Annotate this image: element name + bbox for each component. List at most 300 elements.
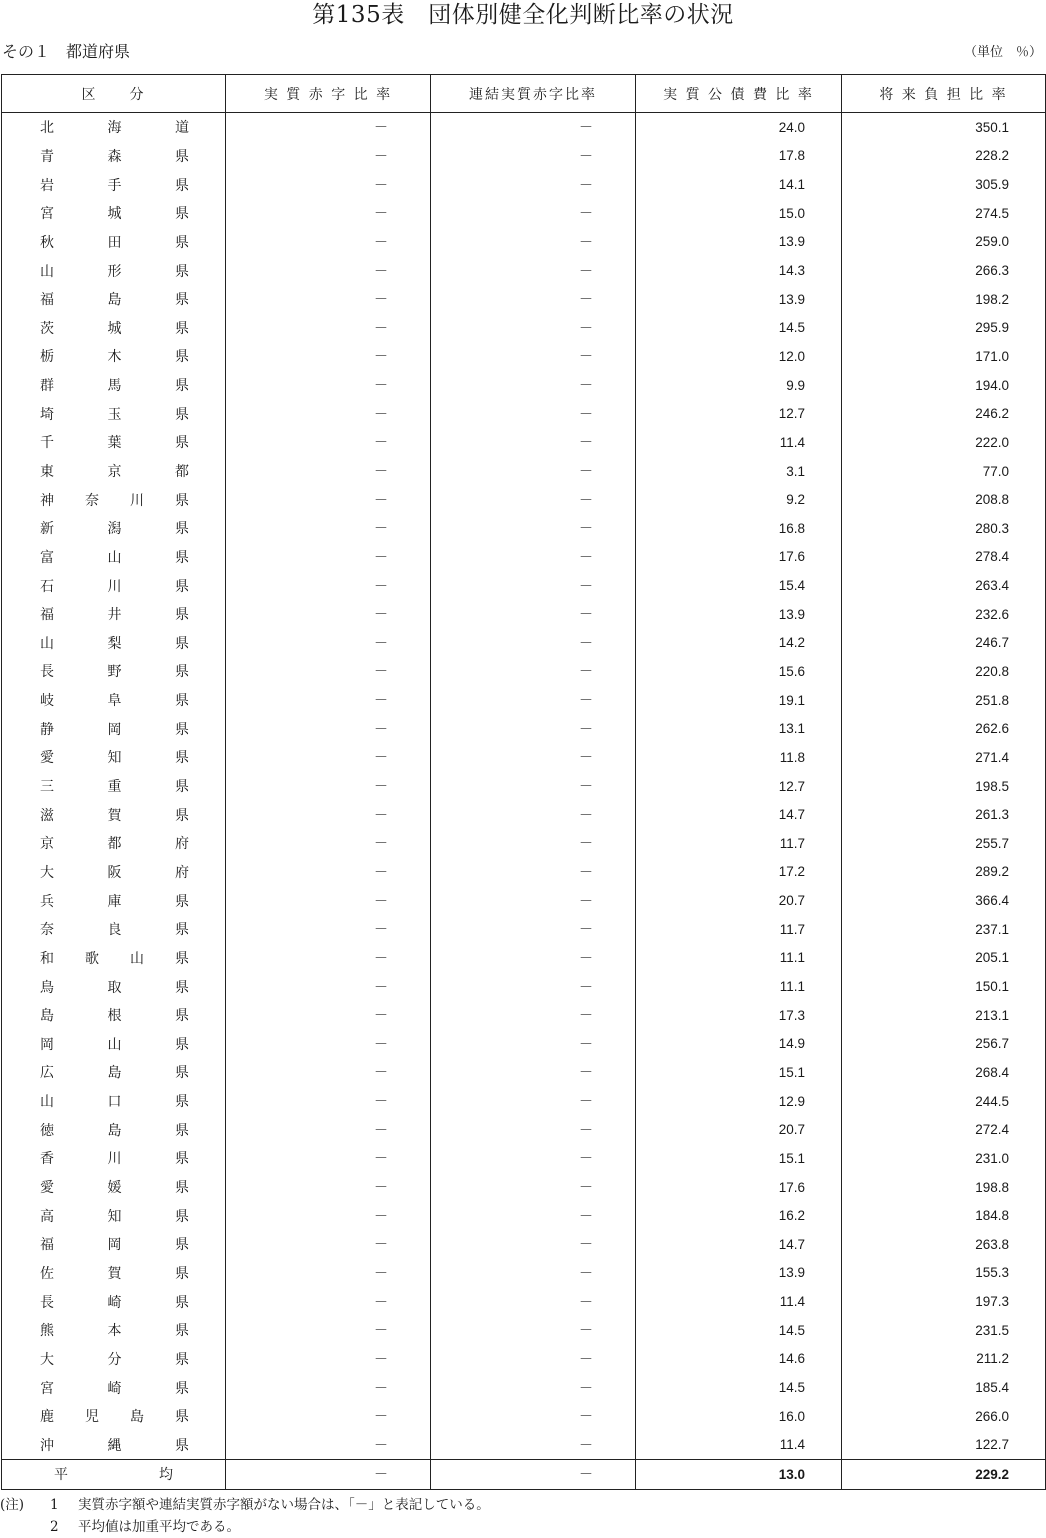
real-deficit-ratio-cell <box>226 170 431 199</box>
consolidated-deficit-ratio: － <box>579 922 593 939</box>
table-row <box>2 772 1046 801</box>
real-deficit-ratio-cell <box>226 1402 431 1431</box>
real-deficit-ratio-cell <box>226 829 431 858</box>
debt-service-ratio: 17.6 <box>636 1173 842 1202</box>
prefecture-name-cell <box>2 1259 226 1288</box>
table-row <box>2 113 1046 142</box>
consolidated-deficit-ratio: － <box>579 1065 593 1082</box>
prefecture-name: 福 井 県 <box>40 607 189 624</box>
future-burden-ratio: 229.2 <box>842 1460 1046 1490</box>
table-row <box>2 1373 1046 1402</box>
future-burden-ratio: 231.0 <box>842 1144 1046 1173</box>
real-deficit-ratio: － <box>374 1437 388 1454</box>
future-burden-ratio: 198.2 <box>842 285 1046 314</box>
table-row <box>2 1316 1046 1345</box>
table-row <box>2 457 1046 486</box>
consolidated-deficit-ratio: － <box>579 1036 593 1053</box>
real-deficit-ratio-cell <box>226 714 431 743</box>
table-row <box>2 1030 1046 1059</box>
real-deficit-ratio-cell <box>226 858 431 887</box>
consolidated-deficit-ratio: － <box>579 378 593 395</box>
debt-service-ratio: 20.7 <box>636 886 842 915</box>
prefecture-name: 東 京 都 <box>40 464 189 480</box>
consolidated-deficit-ratio: － <box>579 779 593 796</box>
consolidated-deficit-ratio: － <box>579 1351 593 1368</box>
real-deficit-ratio: － <box>374 320 388 337</box>
real-deficit-ratio-cell <box>226 371 431 400</box>
real-deficit-ratio: － <box>374 1151 388 1168</box>
prefecture-name: 滋 賀 県 <box>40 807 189 824</box>
table-row <box>2 342 1046 371</box>
consolidated-deficit-ratio-cell <box>431 944 636 973</box>
footnote-1 <box>0 1494 490 1516</box>
real-deficit-ratio-cell <box>226 514 431 543</box>
future-burden-ratio: 256.7 <box>842 1030 1046 1059</box>
consolidated-deficit-ratio-cell <box>431 829 636 858</box>
real-deficit-ratio-cell <box>226 800 431 829</box>
debt-service-ratio: 13.9 <box>636 600 842 629</box>
consolidated-deficit-ratio-cell <box>431 1201 636 1230</box>
table-row <box>2 800 1046 829</box>
real-deficit-ratio-cell <box>226 113 431 142</box>
real-deficit-ratio-cell <box>226 285 431 314</box>
prefecture-name: 福 島 県 <box>40 292 189 309</box>
table-row <box>2 629 1046 658</box>
real-deficit-ratio-cell <box>226 399 431 428</box>
consolidated-deficit-ratio-cell <box>431 1087 636 1116</box>
consolidated-deficit-ratio-cell <box>431 972 636 1001</box>
debt-service-ratio: 15.1 <box>636 1144 842 1173</box>
real-deficit-ratio: － <box>374 1122 388 1139</box>
prefecture-name-cell <box>2 514 226 543</box>
real-deficit-ratio-cell <box>226 485 431 514</box>
future-burden-ratio: 184.8 <box>842 1201 1046 1230</box>
prefecture-name-cell <box>2 686 226 715</box>
table-row <box>2 743 1046 772</box>
table-row <box>2 600 1046 629</box>
future-burden-ratio: 220.8 <box>842 657 1046 686</box>
table-row <box>2 858 1046 887</box>
prefecture-name: 宮 城 県 <box>40 206 189 223</box>
consolidated-deficit-ratio-cell <box>431 800 636 829</box>
debt-service-ratio: 13.1 <box>636 714 842 743</box>
prefecture-name: 大 分 県 <box>40 1351 189 1368</box>
footnotes <box>0 1494 490 1538</box>
future-burden-ratio: 244.5 <box>842 1087 1046 1116</box>
consolidated-deficit-ratio: － <box>579 1409 593 1426</box>
debt-service-ratio: 14.2 <box>636 629 842 658</box>
prefecture-name: 静 岡 県 <box>40 721 189 738</box>
debt-service-ratio: 15.1 <box>636 1058 842 1087</box>
prefecture-name-cell <box>2 1402 226 1431</box>
debt-service-ratio: 11.7 <box>636 915 842 944</box>
debt-service-ratio: 14.9 <box>636 1030 842 1059</box>
future-burden-ratio: 271.4 <box>842 743 1046 772</box>
table-row <box>2 714 1046 743</box>
debt-service-ratio: 9.2 <box>636 485 842 514</box>
debt-service-ratio: 15.4 <box>636 571 842 600</box>
table-row <box>2 1201 1046 1230</box>
table-row <box>2 228 1046 257</box>
prefecture-name-cell <box>2 199 226 228</box>
consolidated-deficit-ratio: － <box>579 807 593 824</box>
table-header <box>2 75 1046 113</box>
consolidated-deficit-ratio: － <box>579 320 593 337</box>
debt-service-ratio: 20.7 <box>636 1115 842 1144</box>
consolidated-deficit-ratio-cell <box>431 657 636 686</box>
consolidated-deficit-ratio-cell <box>431 1430 636 1459</box>
real-deficit-ratio-cell <box>226 1230 431 1259</box>
real-deficit-ratio-cell <box>226 772 431 801</box>
prefecture-name-cell <box>2 285 226 314</box>
table-row <box>2 313 1046 342</box>
table-row <box>2 285 1046 314</box>
debt-service-ratio: 12.7 <box>636 399 842 428</box>
consolidated-deficit-ratio-cell <box>431 915 636 944</box>
footnote-text: 平均値は加重平均である。 <box>78 1519 240 1535</box>
header-debt-service-ratio: 実 質 公 債 費 比 率 <box>636 75 842 113</box>
real-deficit-ratio: － <box>374 750 388 767</box>
future-burden-ratio: 213.1 <box>842 1001 1046 1030</box>
prefecture-name: 富 山 県 <box>40 549 189 566</box>
prefecture-name: 青 森 県 <box>40 148 189 165</box>
prefecture-name: 大 阪 府 <box>40 864 189 881</box>
consolidated-deficit-ratio-cell <box>431 371 636 400</box>
real-deficit-ratio-cell <box>226 142 431 171</box>
table-row <box>2 1144 1046 1173</box>
real-deficit-ratio-cell <box>226 1373 431 1402</box>
consolidated-deficit-ratio: － <box>579 893 593 910</box>
prefecture-name: 石 川 県 <box>40 578 189 595</box>
prefecture-name-cell <box>2 1345 226 1374</box>
prefecture-name: 佐 賀 県 <box>40 1265 189 1282</box>
consolidated-deficit-ratio: － <box>579 1380 593 1397</box>
real-deficit-ratio-cell <box>226 1001 431 1030</box>
table-row <box>2 142 1046 171</box>
consolidated-deficit-ratio: － <box>579 521 593 538</box>
future-burden-ratio: 262.6 <box>842 714 1046 743</box>
real-deficit-ratio-cell <box>226 342 431 371</box>
debt-service-ratio: 15.0 <box>636 199 842 228</box>
table-row <box>2 256 1046 285</box>
prefecture-name-cell <box>2 113 226 142</box>
consolidated-deficit-ratio-cell <box>431 113 636 142</box>
real-deficit-ratio-cell <box>226 313 431 342</box>
consolidated-deficit-ratio-cell <box>431 228 636 257</box>
consolidated-deficit-ratio: － <box>579 950 593 967</box>
real-deficit-ratio-cell <box>226 1430 431 1459</box>
debt-service-ratio: 17.6 <box>636 543 842 572</box>
prefecture-name-cell <box>2 571 226 600</box>
table-row <box>2 1058 1046 1087</box>
real-deficit-ratio: － <box>374 1008 388 1025</box>
prefecture-name-cell <box>2 944 226 973</box>
real-deficit-ratio: － <box>374 492 388 509</box>
real-deficit-ratio: － <box>374 721 388 738</box>
real-deficit-ratio-cell <box>226 1030 431 1059</box>
table-row <box>2 944 1046 973</box>
debt-service-ratio: 11.4 <box>636 428 842 457</box>
consolidated-deficit-ratio-cell <box>431 1402 636 1431</box>
table-body <box>2 113 1046 1490</box>
real-deficit-ratio-cell <box>226 543 431 572</box>
consolidated-deficit-ratio: － <box>579 1180 593 1197</box>
prefecture-name-cell <box>2 1144 226 1173</box>
real-deficit-ratio: － <box>374 664 388 681</box>
consolidated-deficit-ratio-cell <box>431 743 636 772</box>
consolidated-deficit-ratio: － <box>579 750 593 767</box>
real-deficit-ratio: － <box>374 1409 388 1426</box>
consolidated-deficit-ratio: － <box>579 1265 593 1282</box>
header-category: 区 分 <box>2 75 226 113</box>
prefecture-name: 島 根 県 <box>40 1008 189 1025</box>
unit-label: （単位 ％） <box>963 45 1042 60</box>
real-deficit-ratio: － <box>374 1036 388 1053</box>
consolidated-deficit-ratio-cell <box>431 858 636 887</box>
future-burden-ratio: 171.0 <box>842 342 1046 371</box>
prefecture-name: 長 崎 県 <box>40 1294 189 1311</box>
real-deficit-ratio-cell <box>226 199 431 228</box>
real-deficit-ratio: － <box>374 836 388 853</box>
consolidated-deficit-ratio: － <box>579 549 593 566</box>
consolidated-deficit-ratio-cell <box>431 428 636 457</box>
real-deficit-ratio: － <box>374 607 388 624</box>
real-deficit-ratio-cell <box>226 1058 431 1087</box>
consolidated-deficit-ratio-cell <box>431 170 636 199</box>
prefecture-name: 鳥 取 県 <box>40 979 189 996</box>
prefecture-name-cell <box>2 485 226 514</box>
debt-service-ratio: 11.1 <box>636 972 842 1001</box>
ratio-table <box>1 74 1046 1490</box>
prefecture-name-cell <box>2 1230 226 1259</box>
consolidated-deficit-ratio: － <box>579 1294 593 1311</box>
table-row <box>2 1287 1046 1316</box>
debt-service-ratio: 19.1 <box>636 686 842 715</box>
debt-service-ratio: 16.2 <box>636 1201 842 1230</box>
table-row <box>2 571 1046 600</box>
consolidated-deficit-ratio-cell <box>431 1030 636 1059</box>
consolidated-deficit-ratio: － <box>579 435 593 452</box>
consolidated-deficit-ratio-cell <box>431 399 636 428</box>
debt-service-ratio: 14.1 <box>636 170 842 199</box>
table-row <box>2 399 1046 428</box>
prefecture-name-cell <box>2 342 226 371</box>
real-deficit-ratio: － <box>374 1208 388 1225</box>
prefecture-name: 山 形 県 <box>40 263 189 280</box>
consolidated-deficit-ratio: － <box>579 406 593 423</box>
table-row <box>2 1259 1046 1288</box>
consolidated-deficit-ratio: － <box>579 1237 593 1254</box>
table-row <box>2 657 1046 686</box>
future-burden-ratio: 272.4 <box>842 1115 1046 1144</box>
prefecture-name: 宮 崎 県 <box>40 1380 189 1397</box>
real-deficit-ratio-cell <box>226 944 431 973</box>
consolidated-deficit-ratio: － <box>579 1094 593 1111</box>
consolidated-deficit-ratio-cell <box>431 457 636 486</box>
real-deficit-ratio: － <box>374 1065 388 1082</box>
consolidated-deficit-ratio-cell <box>431 285 636 314</box>
prefecture-name-cell <box>2 1001 226 1030</box>
future-burden-ratio: 251.8 <box>842 686 1046 715</box>
table-row <box>2 485 1046 514</box>
consolidated-deficit-ratio-cell <box>431 485 636 514</box>
real-deficit-ratio: － <box>374 950 388 967</box>
future-burden-ratio: 263.8 <box>842 1230 1046 1259</box>
consolidated-deficit-ratio: － <box>579 492 593 509</box>
table-row <box>2 1087 1046 1116</box>
real-deficit-ratio-cell <box>226 886 431 915</box>
consolidated-deficit-ratio: － <box>579 206 593 223</box>
prefecture-name-cell <box>2 600 226 629</box>
real-deficit-ratio: － <box>374 693 388 710</box>
prefecture-name-cell <box>2 657 226 686</box>
real-deficit-ratio-cell <box>226 1460 431 1490</box>
future-burden-ratio: 228.2 <box>842 142 1046 171</box>
real-deficit-ratio: － <box>374 1180 388 1197</box>
table-row <box>2 829 1046 858</box>
prefecture-name-cell <box>2 170 226 199</box>
prefecture-name: 和 歌 山 県 <box>40 950 189 967</box>
table-row <box>2 371 1046 400</box>
prefecture-name: 熊 本 県 <box>40 1323 189 1340</box>
future-burden-ratio: 198.5 <box>842 772 1046 801</box>
table-row <box>2 886 1046 915</box>
consolidated-deficit-ratio: － <box>579 979 593 996</box>
consolidated-deficit-ratio: － <box>579 1122 593 1139</box>
prefecture-name: 広 島 県 <box>40 1065 189 1082</box>
prefecture-name-cell <box>2 772 226 801</box>
debt-service-ratio: 14.6 <box>636 1345 842 1374</box>
prefecture-name: 茨 城 県 <box>40 320 189 337</box>
consolidated-deficit-ratio-cell <box>431 1144 636 1173</box>
prefecture-name-cell <box>2 972 226 1001</box>
consolidated-deficit-ratio-cell <box>431 342 636 371</box>
debt-service-ratio: 12.0 <box>636 342 842 371</box>
prefecture-name-cell <box>2 1430 226 1459</box>
consolidated-deficit-ratio: － <box>579 836 593 853</box>
prefecture-name-cell <box>2 313 226 342</box>
header-row <box>2 75 1046 113</box>
prefecture-name: 徳 島 県 <box>40 1122 189 1139</box>
table-row <box>2 1430 1046 1459</box>
consolidated-deficit-ratio: － <box>579 292 593 309</box>
prefecture-name-cell <box>2 256 226 285</box>
future-burden-ratio: 280.3 <box>842 514 1046 543</box>
prefecture-name-cell <box>2 915 226 944</box>
real-deficit-ratio: － <box>374 435 388 452</box>
future-burden-ratio: 278.4 <box>842 543 1046 572</box>
header-consolidated-deficit-ratio: 連結実質赤字比率 <box>431 75 636 113</box>
real-deficit-ratio: － <box>374 234 388 251</box>
table-row <box>2 686 1046 715</box>
consolidated-deficit-ratio-cell <box>431 886 636 915</box>
future-burden-ratio: 122.7 <box>842 1430 1046 1459</box>
prefecture-name: 岐 阜 県 <box>40 693 189 710</box>
future-burden-ratio: 222.0 <box>842 428 1046 457</box>
real-deficit-ratio: － <box>374 893 388 910</box>
consolidated-deficit-ratio: － <box>579 1008 593 1025</box>
debt-service-ratio: 14.5 <box>636 313 842 342</box>
prefecture-name-cell <box>2 800 226 829</box>
real-deficit-ratio: － <box>374 979 388 996</box>
prefecture-name: 群 馬 県 <box>40 378 189 395</box>
future-burden-ratio: 205.1 <box>842 944 1046 973</box>
real-deficit-ratio: － <box>374 406 388 423</box>
table-row <box>2 1345 1046 1374</box>
real-deficit-ratio-cell <box>226 256 431 285</box>
consolidated-deficit-ratio: － <box>579 234 593 251</box>
real-deficit-ratio-cell <box>226 1173 431 1202</box>
consolidated-deficit-ratio-cell <box>431 514 636 543</box>
consolidated-deficit-ratio-cell <box>431 1345 636 1374</box>
consolidated-deficit-ratio: － <box>579 148 593 165</box>
consolidated-deficit-ratio-cell <box>431 199 636 228</box>
prefecture-name: 平 均 <box>54 1467 173 1484</box>
debt-service-ratio: 14.7 <box>636 800 842 829</box>
footnote-number: 1 <box>50 1497 59 1513</box>
prefecture-name: 埼 玉 県 <box>40 406 189 423</box>
prefecture-name: 山 口 県 <box>40 1094 189 1111</box>
real-deficit-ratio-cell <box>226 228 431 257</box>
footnote-2 <box>0 1516 490 1538</box>
real-deficit-ratio: － <box>374 864 388 881</box>
prefecture-name: 福 岡 県 <box>40 1237 189 1254</box>
prefecture-name: 千 葉 県 <box>40 435 189 452</box>
consolidated-deficit-ratio: － <box>579 635 593 652</box>
prefecture-name-cell <box>2 428 226 457</box>
real-deficit-ratio: － <box>374 1351 388 1368</box>
real-deficit-ratio: － <box>374 521 388 538</box>
consolidated-deficit-ratio-cell <box>431 1001 636 1030</box>
table-row <box>2 199 1046 228</box>
real-deficit-ratio-cell <box>226 1144 431 1173</box>
real-deficit-ratio-cell <box>226 972 431 1001</box>
consolidated-deficit-ratio-cell <box>431 686 636 715</box>
debt-service-ratio: 11.4 <box>636 1430 842 1459</box>
prefecture-name-cell <box>2 743 226 772</box>
real-deficit-ratio: － <box>374 1237 388 1254</box>
future-burden-ratio: 185.4 <box>842 1373 1046 1402</box>
debt-service-ratio: 12.9 <box>636 1087 842 1116</box>
real-deficit-ratio-cell <box>226 629 431 658</box>
table-row <box>2 428 1046 457</box>
real-deficit-ratio: － <box>374 263 388 280</box>
prefecture-name: 三 重 県 <box>40 779 189 796</box>
real-deficit-ratio-cell <box>226 1115 431 1144</box>
prefecture-name-cell <box>2 629 226 658</box>
consolidated-deficit-ratio-cell <box>431 629 636 658</box>
debt-service-ratio: 13.9 <box>636 228 842 257</box>
future-burden-ratio: 289.2 <box>842 858 1046 887</box>
table-row <box>2 1402 1046 1431</box>
table-row <box>2 543 1046 572</box>
consolidated-deficit-ratio-cell <box>431 1230 636 1259</box>
prefecture-name: 山 梨 県 <box>40 635 189 652</box>
future-burden-ratio: 266.0 <box>842 1402 1046 1431</box>
real-deficit-ratio: － <box>374 1323 388 1340</box>
average-row <box>2 1460 1046 1490</box>
real-deficit-ratio: － <box>374 807 388 824</box>
future-burden-ratio: 246.7 <box>842 629 1046 658</box>
prefecture-name: 神 奈 川 県 <box>40 492 189 509</box>
consolidated-deficit-ratio-cell <box>431 1460 636 1490</box>
prefecture-name-cell <box>2 1316 226 1345</box>
header-future-burden-ratio: 将 来 負 担 比 率 <box>842 75 1046 113</box>
prefecture-name-cell <box>2 399 226 428</box>
real-deficit-ratio: － <box>374 922 388 939</box>
debt-service-ratio: 13.9 <box>636 1259 842 1288</box>
debt-service-ratio: 3.1 <box>636 457 842 486</box>
